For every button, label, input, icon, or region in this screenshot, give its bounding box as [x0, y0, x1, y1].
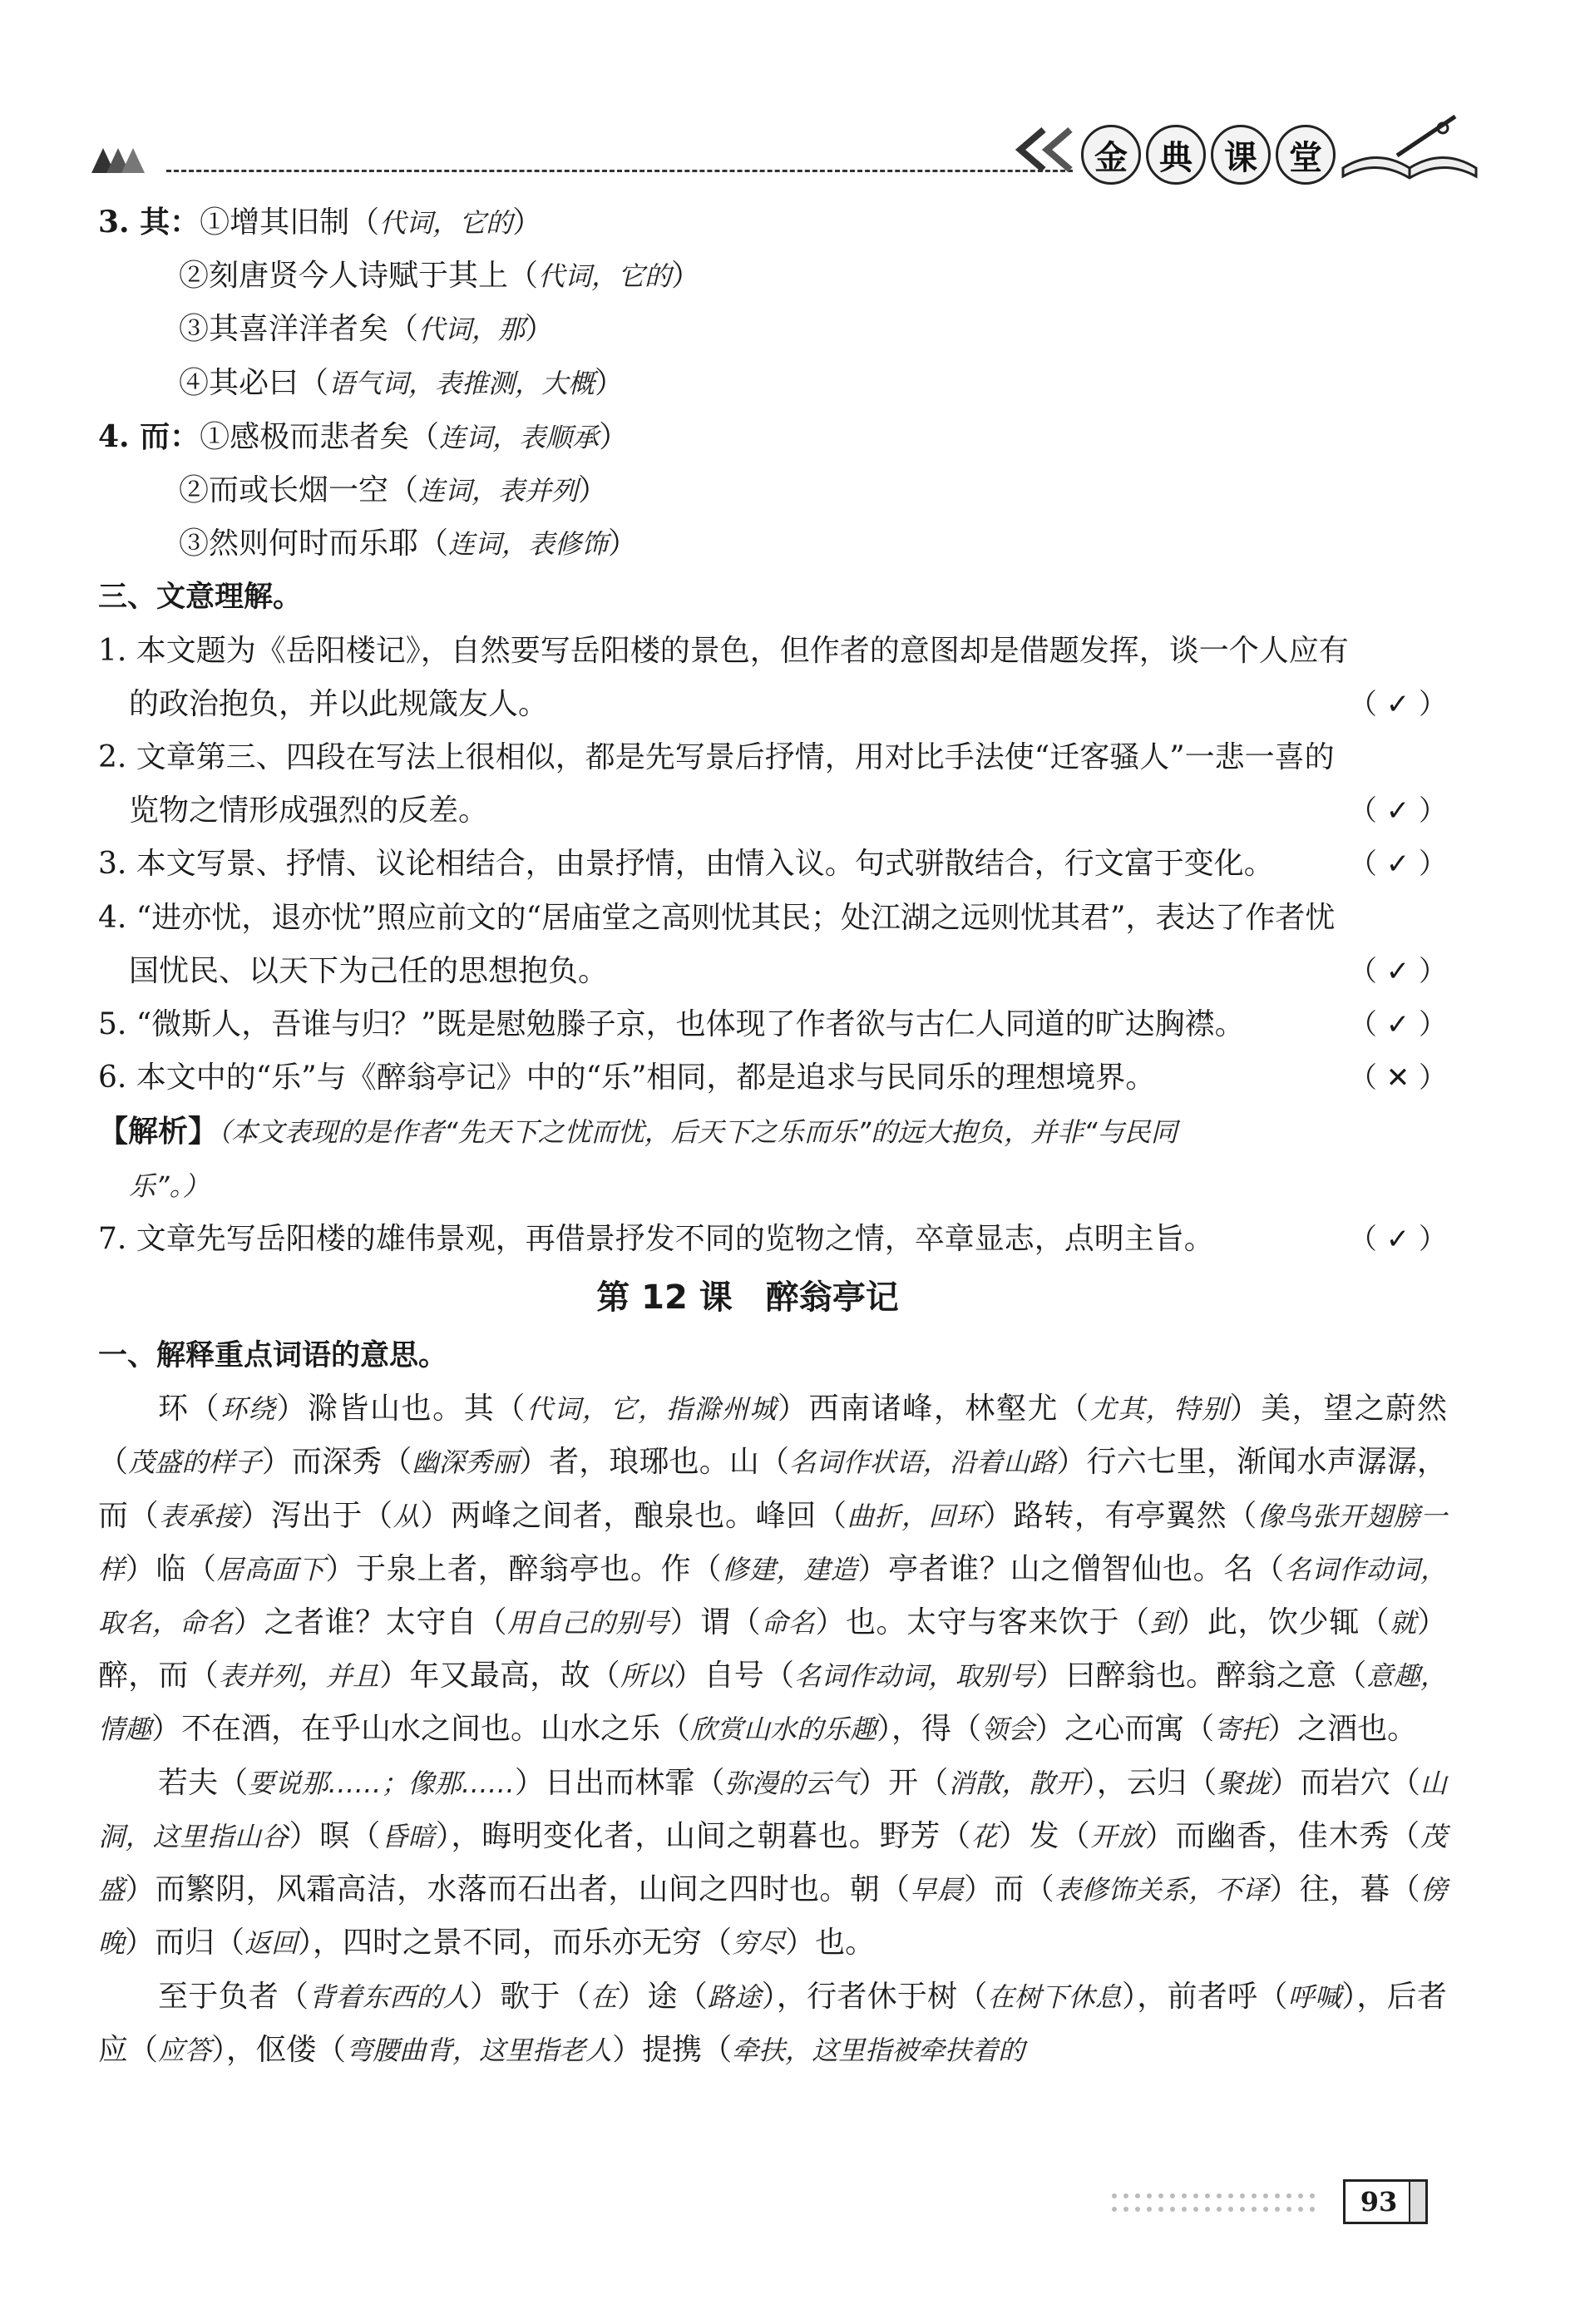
answer: 幽深秀丽	[412, 1446, 519, 1479]
check-mark: （ ✓ ）	[1348, 1008, 1447, 1042]
answer: 到	[1149, 1607, 1178, 1639]
answer: 代词，它，指滁州城	[526, 1393, 778, 1426]
triangle-stripes-icon	[91, 140, 158, 173]
answer: 在树下休息	[987, 1980, 1122, 2013]
analysis-label: 【解析】	[98, 1114, 219, 1150]
answer: 在	[590, 1980, 618, 2013]
answer: 环绕	[220, 1393, 277, 1426]
answer: 所以	[620, 1660, 674, 1693]
source-text: ）两峰之间者，酿泉也。峰回（	[420, 1498, 847, 1533]
double-chevron-icon	[1010, 126, 1085, 173]
item-head: 4. 而：	[98, 418, 200, 454]
source-text: ）临（	[125, 1551, 217, 1586]
source-text: ），行者休于树（	[761, 1979, 988, 2014]
source-text: ）于泉上者，醉翁亭也。作（	[325, 1551, 722, 1586]
question-4-line-1: 4. “进亦忧，退亦忧”照应前文的“居庙堂之高则忧其民；处江湖之远则忧其君”，表达了作者忧	[98, 900, 1336, 935]
paragraph	[98, 1970, 1447, 2077]
list-item: ④其必曰（语气词，表推测，大概）	[179, 365, 625, 400]
answer: 从	[393, 1500, 421, 1532]
list-item: ②而或长烟一空（连词，表并列）	[179, 473, 609, 508]
source-text: ）往，暮（	[1269, 1872, 1420, 1907]
answer: 名词作状语，沿着山路	[789, 1446, 1057, 1479]
check-mark: （ ✓ ）	[1348, 954, 1447, 988]
check-mark: （ ✓ ）	[1348, 794, 1447, 828]
answer: 就	[1390, 1607, 1417, 1639]
list-item: ②刻唐贤今人诗赋于其上（代词，它的）	[179, 259, 702, 294]
open-book-pen-icon	[1339, 110, 1480, 185]
brand-char: 课	[1211, 125, 1271, 185]
question-1-line-1: 1. 本文题为《岳阳楼记》，自然要写岳阳楼的景色，但作者的意图却是借题发挥，谈一个人应有	[98, 633, 1349, 668]
answer: 名词作动词，取别号	[794, 1660, 1036, 1693]
brand-char: 金	[1081, 125, 1141, 185]
answer: 表修饰关系，不译	[1054, 1874, 1270, 1906]
source-text: ）之者谁？太守自（	[233, 1605, 508, 1640]
answer: 牵扶，这里指被牵扶着的	[732, 2034, 1025, 2066]
answer: 花	[970, 1820, 999, 1852]
answer: 尤其，特别	[1089, 1393, 1230, 1426]
answer: 连词，表修饰	[448, 528, 609, 561]
source-text: ）发（	[998, 1818, 1091, 1853]
answer: 要说那……；像那……	[248, 1767, 515, 1799]
source-text: ）日出而林霏（	[514, 1765, 725, 1800]
list-item: ③然则何时而乐耶（连词，表修饰）	[179, 527, 639, 561]
source-text: ）提携（	[612, 2032, 733, 2067]
source-text: ）之心而寓（	[1034, 1712, 1215, 1747]
source-text: ）不在酒，在乎山水之间也。山水之乐（	[151, 1712, 691, 1747]
source-text: ）泻出于（	[240, 1498, 393, 1533]
source-text: ）此，饮少辄（	[1177, 1605, 1390, 1640]
brand-char: 典	[1146, 125, 1206, 185]
answer: 消散，散开	[948, 1767, 1082, 1799]
source-text: ）也。太守与客来饮于（	[815, 1605, 1150, 1640]
source-text: ）亭者谁？山之僧智仙也。名（	[857, 1551, 1285, 1586]
check-mark: （ ✓ ）	[1348, 1222, 1447, 1256]
source-text: 若夫（	[158, 1765, 249, 1800]
analysis-line-2	[98, 1160, 1447, 1213]
question-4-line-2: 国忧民、以天下为己任的思想抱负。 （ ✓ ）	[98, 945, 1447, 998]
question-1-line-2: 的政治抱负，并以此规箴友人。 （ ✓ ）	[98, 678, 1447, 731]
source-text: ），前者呼（	[1122, 1979, 1288, 2014]
list-item: 4. 而：①感极而悲者矣（连词，表顺承）	[98, 418, 630, 454]
analysis-line-1	[98, 1105, 1447, 1159]
answer: 穷尽	[732, 1927, 786, 1960]
question-2-line-2: 览物之情形成强烈的反差。 （ ✓ ）	[98, 784, 1447, 838]
source-text: ）而幽香，佳木秀（	[1144, 1818, 1420, 1853]
answer: 茂盛	[98, 1820, 1447, 1906]
answer: 表承接	[159, 1500, 241, 1532]
question-7: 7. 文章先写岳阳楼的雄伟景观，再借景抒发不同的览物之情，卒章显志，点明主旨。 （ ✓ ）	[98, 1213, 1447, 1266]
answer: 连词，表顺承	[439, 421, 600, 453]
source-text: ），伛偻（	[211, 2032, 347, 2067]
section-heading: 一、解释重点词语的意思。	[98, 1339, 448, 1373]
source-text: ）年又最高，故（	[379, 1659, 620, 1694]
answer: 呼喊	[1287, 1980, 1342, 2013]
analysis-text: （本文表现的是作者“先天下之忧而忧，后天下之乐而乐”的远大抱负，并非“与民同	[218, 1116, 1178, 1149]
header-dashed-divider	[166, 170, 1073, 172]
answer: 开放	[1090, 1820, 1145, 1852]
answer: 像鸟张开翅膀一样	[98, 1500, 1447, 1585]
answer: 傍晚	[98, 1874, 1447, 1960]
source-text: ），晦明变化者，山间之朝暮也。野芳（	[435, 1818, 971, 1853]
source-text: ）美，望之蔚然（	[98, 1392, 1447, 1480]
check-mark: （ ✓ ）	[1348, 848, 1447, 882]
brand-char: 堂	[1276, 125, 1336, 185]
answer: 居高面下	[216, 1553, 326, 1585]
section-heading: 三、文意理解。	[98, 581, 303, 615]
question-6: 6. 本文中的“乐”与《醉翁亭记》中的“乐”相同，都是追求与民同乐的理想境界。 （ ✕ ）	[98, 1051, 1447, 1105]
answer: 用自己的别号	[507, 1607, 670, 1639]
paragraph	[98, 1757, 1447, 1970]
answer: 代词，它的	[538, 260, 672, 293]
source-text: ）而（	[963, 1872, 1054, 1907]
source-text: ）途（	[617, 1979, 709, 2014]
source-text: ）路转，有亭翼然（	[982, 1498, 1257, 1533]
brand-title	[1081, 125, 1336, 185]
source-text: ）行六七里，渐闻水声潺潺，而（	[98, 1445, 1447, 1533]
answer: 意趣，情趣	[98, 1660, 1447, 1746]
source-text: ）者，琅琊也。山（	[518, 1445, 790, 1480]
answer: 代词，它的	[379, 207, 513, 239]
answer: 应答	[158, 2034, 212, 2066]
answer: 山洞，这里指山谷	[98, 1767, 1447, 1852]
source-text: ）曰醉翁也。醉翁之意（	[1035, 1659, 1367, 1694]
source-text: ）谓（	[669, 1605, 762, 1640]
question-5: 5. “微斯人，吾谁与归？”既是慰勉滕子京，也体现了作者欲与古仁人同道的旷达胸襟。 （ ✓ ）	[98, 998, 1447, 1051]
answer: 表并列，并且	[218, 1660, 380, 1693]
page-number: 93	[1343, 2179, 1428, 2224]
answer: 修建，建造	[721, 1553, 858, 1585]
answer: 聚拢	[1217, 1767, 1271, 1799]
answer: 返回	[244, 1927, 299, 1960]
answer: 代词，那	[418, 314, 526, 346]
check-mark: （ ✓ ）	[1348, 687, 1447, 721]
answer: 语气词，表推测，大概	[328, 367, 595, 399]
source-text: ）而繁阴，风霜高洁，水落而石出者，山间之四时也。朝（	[125, 1872, 911, 1907]
source-text: ）滁皆山也。其（	[276, 1392, 526, 1427]
source-text: 至于负者（	[158, 1979, 309, 2014]
source-text: ）西南诸峰，林壑尤（	[777, 1392, 1090, 1427]
answer: 背着东西的人	[309, 1980, 470, 2013]
source-text: ）暝（	[289, 1818, 381, 1853]
answer: 早晨	[910, 1874, 964, 1906]
source-text: ）之酒也。	[1267, 1712, 1418, 1747]
question-2-line-1: 2. 文章第三、四段在写法上很相似，都是先写景后抒情，用对比手法使“迁客骚人”一悲一喜的	[98, 740, 1335, 775]
answer: 茂盛的样子	[128, 1446, 262, 1479]
answer: 昏暗	[381, 1820, 436, 1852]
page-header	[83, 108, 1497, 191]
answer: 欣赏山水的乐趣	[690, 1713, 877, 1746]
source-text: ）而归（	[125, 1926, 245, 1961]
answer: 领会	[981, 1713, 1035, 1746]
source-text: ）也。	[785, 1926, 876, 1961]
analysis-text: 乐”。）	[129, 1169, 210, 1202]
source-text: ）开（	[858, 1765, 949, 1800]
source-text: ），云归（	[1081, 1765, 1217, 1800]
answer: 弯腰曲背，这里指老人	[346, 2034, 613, 2066]
answer: 命名	[761, 1607, 816, 1639]
answer: 寄托	[1214, 1713, 1268, 1746]
answer: 名词作动词，取名，命名	[98, 1553, 1447, 1639]
source-text: 环（	[158, 1392, 221, 1427]
source-text: ），后者应（	[98, 1979, 1447, 2067]
source-text: ），四时之景不同，而乐亦无穷（	[298, 1926, 733, 1961]
answer: 弥漫的云气	[724, 1767, 859, 1799]
question-3: 3. 本文写景、抒情、议论相结合，由景抒情，由情入议。句式骈散结合，行文富于变化。 （ ✓ ）	[98, 838, 1447, 891]
cross-mark: （ ✕ ）	[1348, 1061, 1447, 1095]
answer: 路途	[708, 1980, 762, 2013]
source-text: ）而深秀（	[261, 1445, 412, 1480]
page-content	[98, 195, 1447, 2077]
decorative-dots	[1106, 2188, 1322, 2221]
list-item: ③其喜洋洋者矣（代词，那）	[179, 312, 556, 347]
answer: 连词，表并列	[418, 475, 579, 507]
lesson-title: 第 12 课 醉翁亭记	[596, 1278, 899, 1318]
list-item: 3. 其：①增其旧制（代词，它的）	[98, 205, 543, 240]
source-text: ）醉，而（	[98, 1605, 1447, 1694]
source-text: ）自号（	[674, 1659, 795, 1694]
answer: 曲折，回环	[847, 1500, 983, 1532]
paragraph	[98, 1382, 1447, 1756]
source-text: ）歌于（	[469, 1979, 590, 2014]
source-text: ）而岩穴（	[1270, 1765, 1420, 1800]
source-text: ），得（	[876, 1712, 982, 1747]
item-head: 3. 其：	[98, 205, 200, 240]
